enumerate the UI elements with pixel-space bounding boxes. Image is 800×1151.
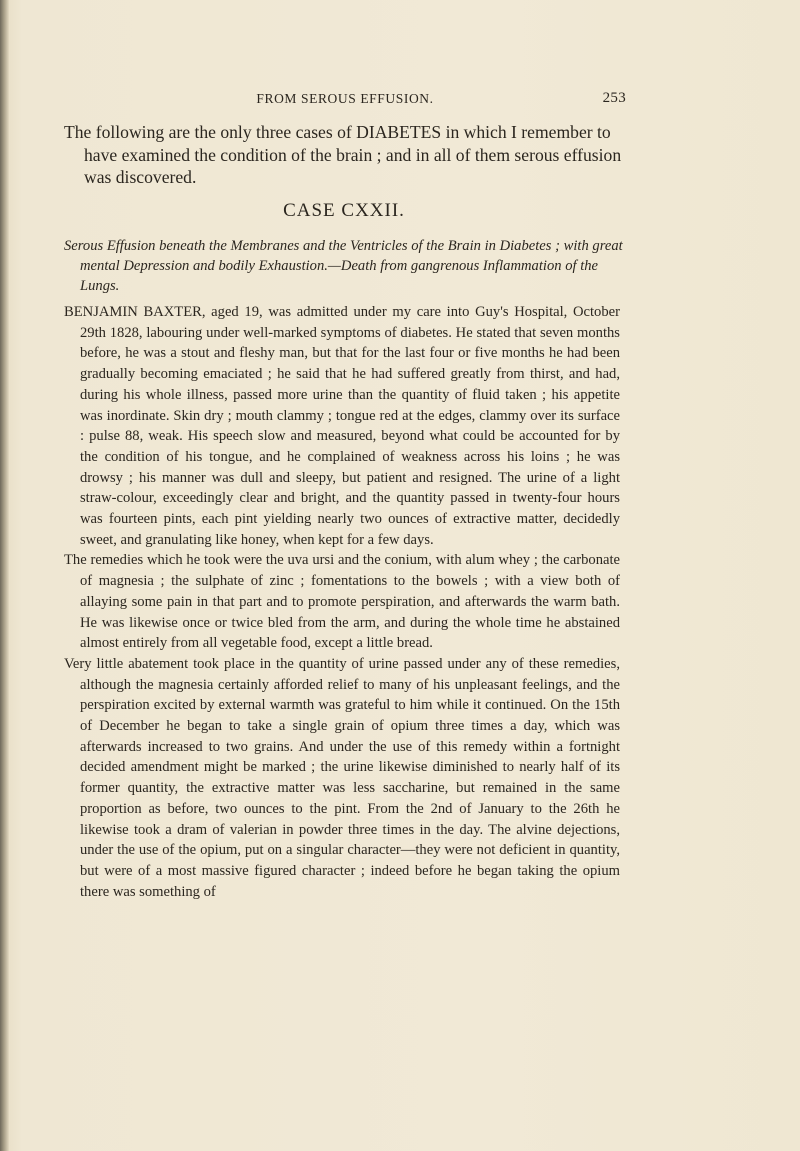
- running-head: [64, 88, 626, 112]
- running-head-title: FROM SEROUS EFFUSION.: [256, 91, 434, 106]
- paragraph-history: BENJAMIN BAXTER, aged 19, was admitted under my care into Guy's Hospital, October 29th 1828, labouring under well-marked symptoms of diabetes. He stated that seven months before, he was a stout and fleshy man, but that for the last four or five months he had been gradually becoming emaciated ; he said that he had suffered greatly from thirst, and had, during his whole illness, passed more urine than the quantity of fluid taken ; his appetite was inordinate. Skin dry ; mouth clammy ; tongue red at the edges, clammy over its surface : pulse 88, weak. His speech slow and measured, beyond what could be accounted for by the condition of his tongue, and he complained of weakness across his loins ; he was drowsy ; his manner was dull and sleepy, but patient and resigned. The urine of a light straw-colour, exceedingly clear and bright, and the quantity passed in twenty-four hours was fourteen pints, each pint yielding nearly two ounces of extractive matter, decidedly sweet, and granulating like honey, when kept for a few days.: [64, 304, 620, 548]
- intro-paragraph: The following are the only three cases of DIABETES in which I remember to have examined the condition of the brain ; and in all of them serous effusion was discovered.: [64, 122, 622, 187]
- paragraph-remedies: The remedies which he took were the uva ursi and the conium, with alum whey ; the carbonate of magnesia ; the sulphate of zinc ; fomentations to the bowels ; with a view both of allaying some pain in that part and to promote perspiration, and afterwards the warm bath. He was likewise once or twice bled from the arm, and during the whole time he abstained almost entirely from all vegetable food, except a little bread.: [64, 552, 620, 652]
- page-gutter-shadow: [0, 0, 9, 1151]
- page-number: 253: [602, 90, 626, 106]
- case-heading: CASE CXXII.: [283, 200, 405, 221]
- case-body: [64, 302, 620, 902]
- case-subtitle: Serous Effusion beneath the Membranes and the Ventricles of the Brain in Diabetes ; with great mental Depression and bodily Exhaustion.—Death from gangrenous Inflammation of the Lungs.: [64, 238, 623, 294]
- paragraph-progress: Very little abatement took place in the quantity of urine passed under any of these remedies, although the magnesia certainly afforded relief to many of his unpleasant feelings, and the perspiration excited by external warmth was grateful to him while it continued. On the 15th of December he began to take a single grain of opium three times a day, which was afterwards increased to two grains. And under the use of this remedy within a fortnight decided amendment might be marked ; the urine likewise diminished to nearly half of its former quantity, the extractive matter was less saccharine, but remained in the same proportion as before, two ounces to the pint. From the 2nd of January to the 26th he likewise took a dram of valerian in powder three times in the day. The alvine dejections, under the use of the opium, put on a singular character—they were not deficient in quantity, but were of a most massive figured character ; indeed before he began taking the opium there was something of: [64, 655, 620, 900]
